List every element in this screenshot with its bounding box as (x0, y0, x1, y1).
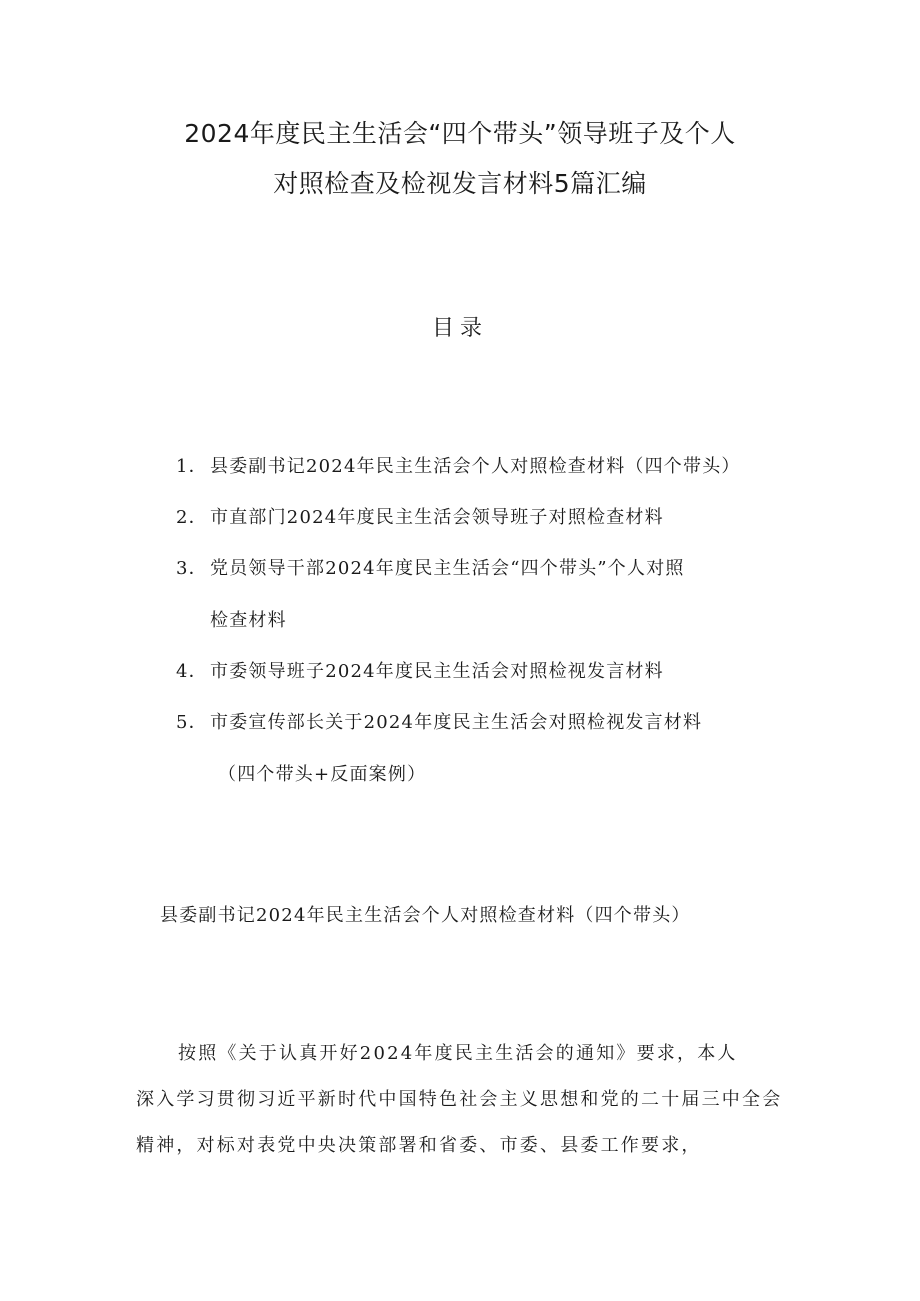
body-paragraph-line-2: 深入学习贯彻习近平新时代中国特色社会主义思想和党的二十届三中全会 (136, 1089, 783, 1110)
toc-item-label: 市直部门2024年度民主生活会领导班子对照检查材料 (210, 507, 664, 528)
toc-item-label: 党员领导干部2024年度民主生活会“四个带头”个人对照 (210, 558, 685, 579)
toc-item-4[interactable] (176, 657, 664, 683)
toc-item-label: 市委领导班子2024年度民主生活会对照检视发言材料 (210, 661, 664, 682)
document-title-line-2: 对照检查及检视发言材料5篇汇编 (273, 169, 647, 198)
toc-item-number: 4． (176, 661, 208, 682)
toc-item-5-continuation[interactable]: （四个带头+反面案例） (218, 764, 427, 785)
toc-item-3-continuation[interactable]: 检查材料 (210, 610, 287, 631)
toc-item-5[interactable] (176, 708, 702, 734)
toc-item-number: 3． (176, 558, 208, 579)
body-paragraph-line-3: 精神，对标对表党中央决策部署和省委、市委、县委工作要求， (136, 1135, 702, 1156)
toc-item-number: 1． (176, 456, 208, 477)
toc-item-1[interactable] (176, 452, 741, 478)
body-paragraph-line-1: 按照《关于认真开好2024年度民主生活会的通知》要求，本人 (178, 1043, 738, 1064)
document-title-line-1: 2024年度民主生活会“四个带头”领导班子及个人 (184, 119, 736, 148)
toc-heading: 目录 (431, 316, 488, 341)
toc-item-number: 2． (176, 507, 208, 528)
toc-item-number: 5． (176, 712, 208, 733)
toc-item-3[interactable] (176, 554, 685, 580)
toc-item-2[interactable] (176, 503, 664, 529)
toc-item-label: 市委宣传部长关于2024年度民主生活会对照检视发言材料 (210, 712, 703, 733)
toc-item-label: 县委副书记2024年民主生活会个人对照检查材料（四个带头） (210, 456, 741, 477)
section-title: 县委副书记2024年民主生活会个人对照检查材料（四个带头） (160, 905, 691, 926)
